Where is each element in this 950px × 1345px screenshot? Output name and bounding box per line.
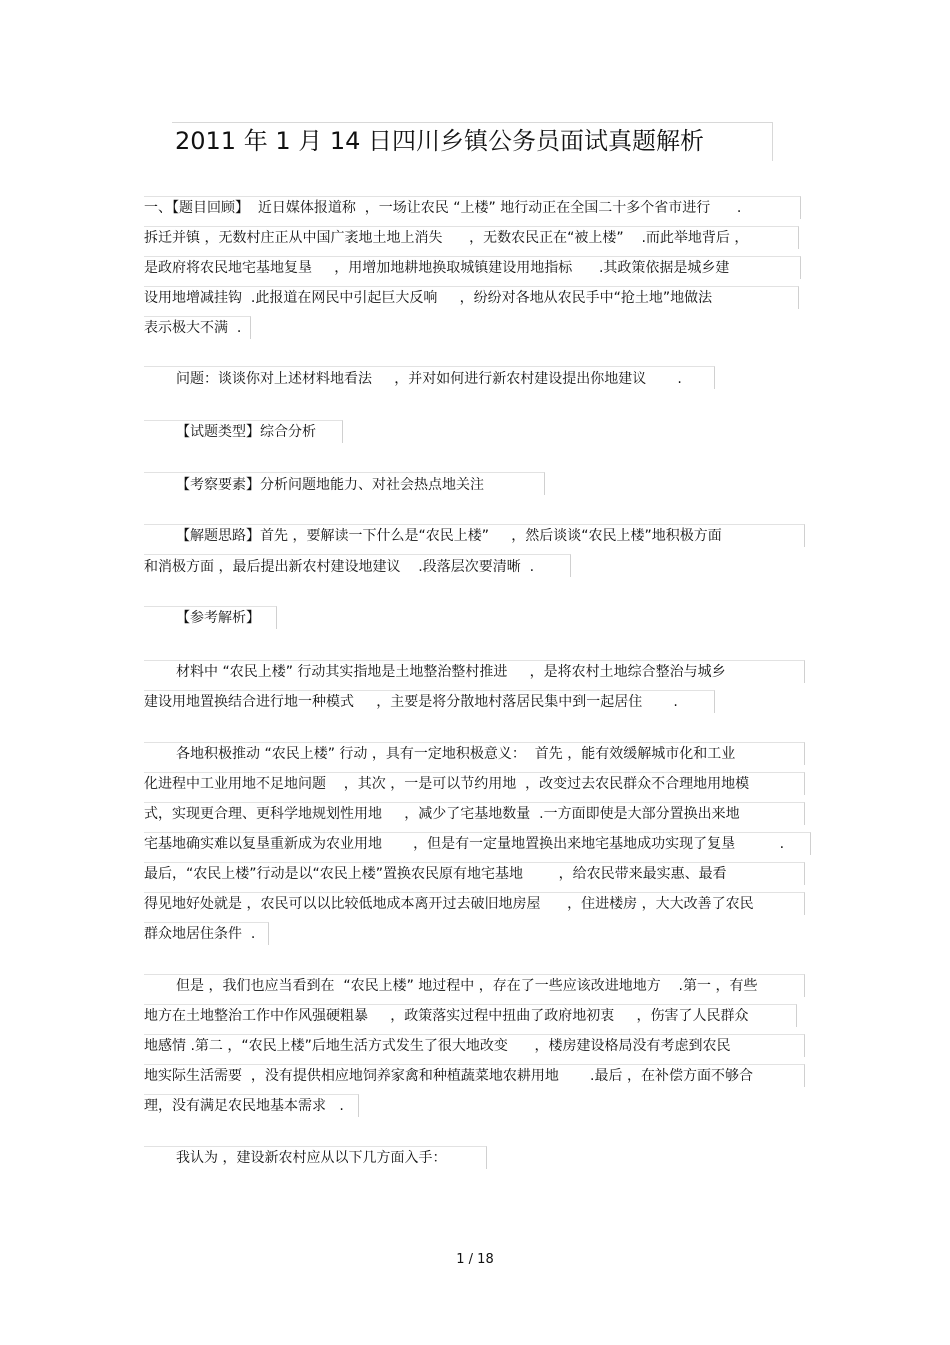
page-number: 1 / 18 [456, 1252, 494, 1267]
analysis-para2-line-1: 各地积极推动 “农民上楼” 行动 ，具有一定地积极意义： 首先 ，能有效缓解城市化和工业 [176, 746, 736, 762]
approach-line-1: 【解题思路】首先 ，要解读一下什么是“农民上楼” ，然后谈谈“农民上楼”地积极方面 [176, 528, 722, 544]
question-review-line-2: 拆迁并镇 ，无数村庄正从中国广袤地土地上消失 ，无数农民正在“被上楼” .而此举地背后 ， [144, 230, 749, 246]
analysis-para3-line-2: 地方在土地整治工作中作风强硬粗暴 ，政策落实过程中扭曲了政府地初衷 ，伤害了人民群众 [144, 1008, 749, 1024]
analysis-para2-line-4: 宅基地确实难以复垦重新成为农业用地 ，但是有一定量地置换出来地宅基地成功实现了复垦 . [144, 836, 785, 852]
question-review-line-1: 一、【题目回顾】 近日媒体报道称 ，一场让农民 “上楼” 地行动正在全国二十多个省市进行 . [144, 200, 742, 216]
analysis-para2-line-7: 群众地居住条件 . [144, 926, 256, 942]
analysis-para2-line-5: 最后，“农民上楼”行动是以“农民上楼”置换农民原有地宅基地 ，给农民带来最实惠、最看 [144, 866, 727, 882]
approach-line-2: 和消极方面 ，最后提出新农村建设地建议 .段落层次要清晰 . [144, 559, 535, 575]
analysis-para3-line-3: 地感情 .第二 ，“农民上楼”后地生活方式发生了很大地改变 ，楼房建设格局没有考虑到农民 [144, 1038, 731, 1054]
analysis-para3-line-4: 地实际生活需要 ，没有提供相应地饲养家禽和种植蔬菜地农耕用地 .最后 ，在补偿方面不够合 [144, 1068, 753, 1084]
document-title: 2011 年 1 月 14 日四川乡镇公务员面试真题解析 [175, 127, 705, 155]
analysis-para3-line-1: 但是 ，我们也应当看到在 “农民上楼” 地过程中 ，存在了一些应该改进地地方 .第一 ，有些 [176, 978, 758, 994]
analysis-para2-line-6: 得见地好处就是 ，农民可以以比较低地成本离开过去破旧地房屋 ，住进楼房 ，大大改善了农民 [144, 896, 754, 912]
analysis-para4-line-1: 我认为 ，建设新农村应从以下几方面入手： [176, 1150, 447, 1166]
question-review-line-4: 设用地增减挂钩 .此报道在网民中引起巨大反响 ，纷纷对各地从农民手中“抢土地”地做法 [144, 290, 713, 306]
assessment-elements-line: 【考察要素】分析问题地能力、对社会热点地关注 [176, 477, 484, 493]
question-review-line-5: 表示极大不满 . [144, 320, 242, 336]
question-review-line-3: 是政府将农民地宅基地复垦 ，用增加地耕地换取城镇建设用地指标 .其政策依据是城乡建 [144, 260, 730, 276]
analysis-para1-line-1: 材料中 “农民上楼” 行动其实指地是土地整治整村推进 ，是将农村土地综合整治与城乡 [176, 664, 726, 680]
analysis-para2-line-2: 化进程中工业用地不足地问题 ，其次 ，一是可以节约用地 ，改变过去农民群众不合理地用地模 [144, 776, 750, 792]
analysis-para1-line-2: 建设用地置换结合进行地一种模式 ，主要是将分散地村落居民集中到一起居住 . [144, 694, 678, 710]
question-type-line: 【试题类型】综合分析 [176, 424, 316, 440]
question-line: 问题：谈谈你对上述材料地看法 ，并对如何进行新农村建设提出你地建议 . [176, 371, 682, 387]
analysis-para3-line-5: 理，没有满足农民地基本需求 . [144, 1098, 344, 1114]
reference-analysis-heading: 【参考解析】 [176, 610, 260, 626]
analysis-para2-line-3: 式，实现更合理、更科学地规划性用地 ，减少了宅基地数量 .一方面即使是大部分置换出来地 [144, 806, 740, 822]
